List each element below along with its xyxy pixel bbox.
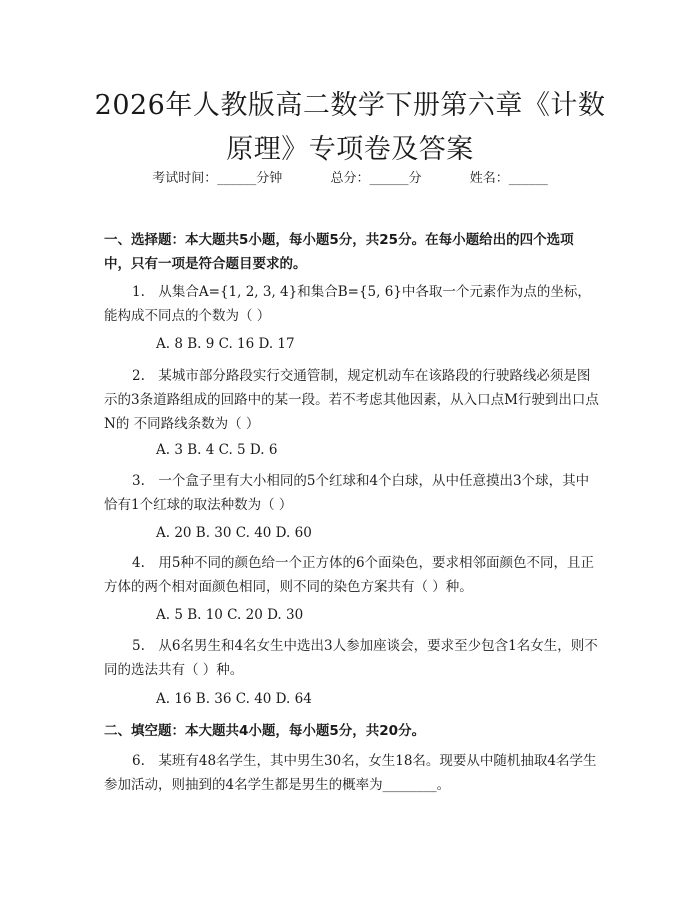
exam-meta [0, 170, 700, 188]
exam-time-field: 考试时间：______分钟 [152, 171, 283, 186]
question-6: 6. 某班有48名学生，其中男生30名，女生18名。现要从中随机抽取4名学生参加活动，则抽到的4名学生都是男生的概率为________。 [104, 753, 597, 793]
section-heading-choice: 一、选择题：本大题共5小题，每小题5分，共25分。在每小题给出的四个选项中，只有一项是符合题目要求的。 [104, 232, 574, 272]
question-2-options: A. 3 B. 4 C. 5 D. 6 [156, 442, 278, 458]
section-heading-fill-in: 二、填空题：本大题共4小题，每小题5分，共20分。 [104, 723, 426, 739]
question-5: 5. 从6名男生和4名女生中选出3人参加座谈会，要求至少包含1名女生，则不同的选法共有（ ）种。 [104, 638, 598, 678]
exam-title: 2026年人教版高二数学下册第六章《计数原理》专项卷及答案 [94, 90, 606, 165]
question-1-options: A. 8 B. 9 C. 16 D. 17 [156, 336, 295, 352]
question-1: 1. 从集合A={1, 2, 3, 4}和集合B={5, 6}中各取一个元素作为点的坐标，能构成不同点的个数为（ ） [104, 284, 591, 324]
question-3-options: A. 20 B. 30 C. 40 D. 60 [156, 525, 312, 541]
question-5-options: A. 16 B. 36 C. 40 D. 64 [156, 691, 312, 707]
student-name-field: 姓名：______ [469, 171, 548, 186]
total-score-field: 总分：______分 [330, 171, 422, 186]
question-4-options: A. 5 B. 10 C. 20 D. 30 [156, 607, 304, 623]
question-2: 2. 某城市部分路段实行交通管制，规定机动车在该路段的行驶路线必须是图示的3条道路组成的回路中的某一段。若不考虑其他因素，从入口点M行驶到出口点N的 不同路线条数为（ ） [104, 368, 599, 432]
question-3: 3. 一个盒子里有大小相同的5个红球和4个白球，从中任意摸出3个球，其中恰有1个红球的取法种数为（ ） [104, 473, 590, 513]
question-4: 4. 用5种不同的颜色给一个正方体的6个面染色，要求相邻面颜色不同，且正方体的两个相对面颜色相同，则不同的染色方案共有（ ）种。 [104, 555, 595, 595]
